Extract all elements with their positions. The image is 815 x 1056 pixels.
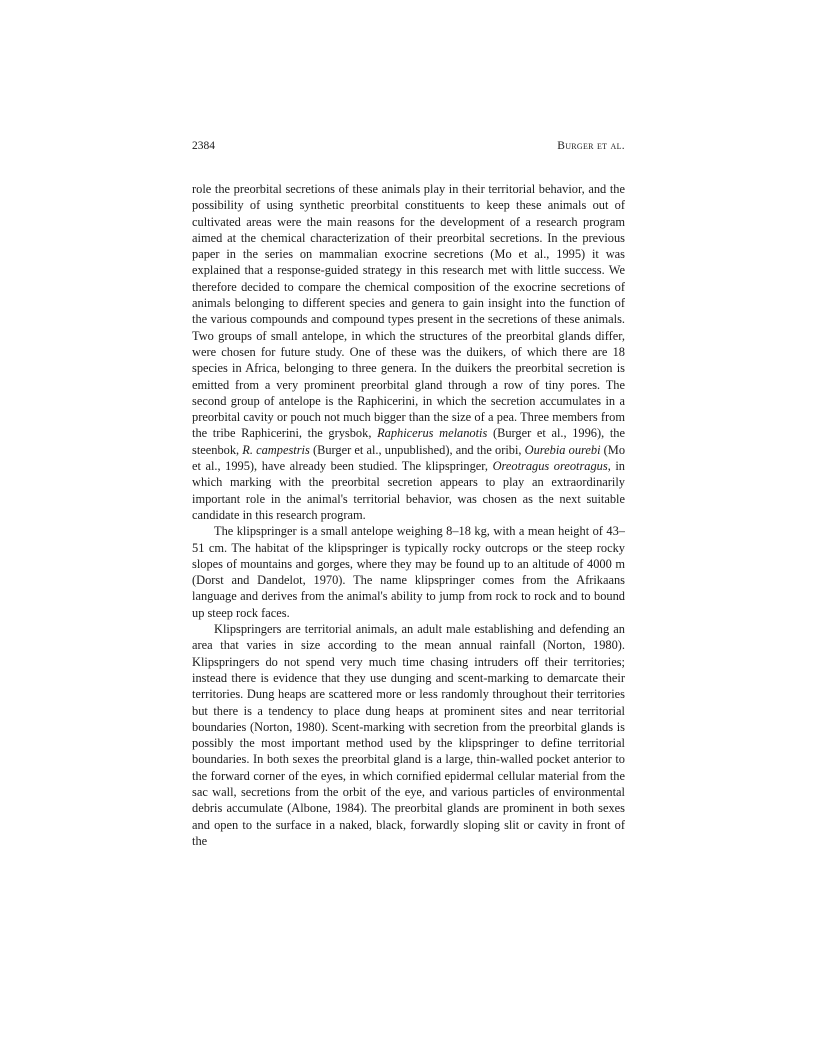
- text-segment: , in which marking with the preorbital secretion appears to play an extraordinarily important role in the animal's territorial behavior, was chosen as the next suitable candidate in this research program.: [192, 459, 625, 522]
- paragraph-1: [192, 181, 625, 523]
- running-title: [557, 140, 625, 152]
- species-name: Ourebia ourebi: [524, 442, 601, 457]
- text-segment: (Burger et al., 1996), the steenbok,: [192, 426, 625, 457]
- text-segment: (Burger et al., unpublished), and the oribi,: [309, 442, 525, 457]
- species-name: Raphicerus melanotis: [377, 426, 488, 441]
- running-title-authors: Burger: [557, 140, 594, 152]
- page-number: 2384: [192, 140, 215, 152]
- paragraph-3: Klipspringers are territorial animals, an adult male establishing and defending an area that varies in size according to the mean annual rainfall (Norton, 1980). Klipspringers do not spend very much time chasing intruders off their territories; instead there is evidence that they use dunging and scent-marking to demarcate their territories. Dung heaps are scattered more or less randomly throughout their territories but there is a tendency to place dung heaps at prominent sites and near territorial boundaries (Norton, 1980). Scent-marking with secretion from the preorbital glands is possibly the most important method used by the klipspringer to define territorial boundaries. In both sexes the preorbital gland is a large, thin-walled pocket anterior to the forward corner of the eyes, in which cornified epidermal cellular material from the sac wall, secretions from the orbit of the eye, and various particles of environmental debris accumulate (Albone, 1984). The preorbital glands are prominent in both sexes and open to the surface in a naked, black, forwardly sloping slit or cavity in front of the: [192, 622, 625, 848]
- species-name: Oreotragus oreotragus: [492, 459, 608, 474]
- text-segment: role the preorbital secretions of these animals play in their territorial behavior, and the possibility of using synthetic preorbital constituents to keep these animals out of cultivated areas were the main reasons for the development of a research program aimed at the chemical characterization of their preorbital secretions. In the previous paper in the series on mammalian exocrine secretions (Mo et al., 1995) it was explained that a response-guided strategy in this research met with little success. We therefore decided to compare the chemical composition of the exocrine secretions of animals belonging to different species and genera to gain insight into the function of the various compounds and compound types present in the secretions of these animals. Two groups of small antelope, in which the structures of the preorbital glands differ, were chosen for future study. One of these was the duikers, of which there are 18 species in Africa, belonging to three genera. In the duikers the preorbital secretion is emitted from a very prominent preorbital gland through a row of tiny pores. The second group of antelope is the Raphicerini, in which the secretion accumulates in a preorbital cavity or pouch not much bigger than the size of a pea. Three members from the tribe Raphicerini, the grysbok,: [192, 182, 625, 441]
- text-segment: (Mo et al., 1995), have already been studied. The klipspringer,: [192, 442, 626, 474]
- body-text: [192, 181, 625, 849]
- species-name: R. campestris: [242, 442, 310, 457]
- paragraph-2: The klipspringer is a small antelope weighing 8–18 kg, with a mean height of 43–51 cm. The habitat of the klipspringer is typically rocky outcrops or the steep rocky slopes of mountains and gorges, where they may be found up to an altitude of 4000 m (Dorst and Dandelot, 1970). The name klipspringer comes from the Afrikaans language and derives from the animal's ability to jump from rock to rock and to bound up steep rock faces.: [192, 524, 625, 620]
- running-title-suffix: et al.: [597, 140, 625, 152]
- journal-page: [192, 140, 625, 849]
- running-head: [192, 140, 625, 160]
